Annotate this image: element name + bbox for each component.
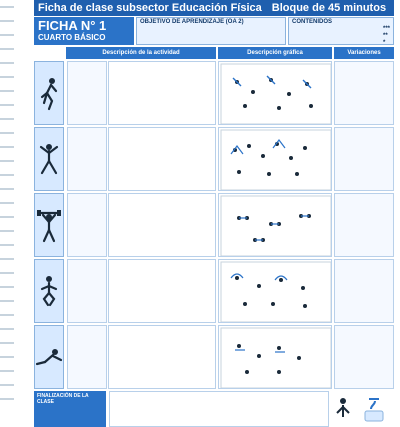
activity-left-info xyxy=(67,325,107,389)
column-header-variations: Variaciones xyxy=(334,47,394,59)
ficha-level: CUARTO BÁSICO xyxy=(38,33,106,42)
contents-legend xyxy=(292,26,390,45)
activity-description xyxy=(108,325,216,389)
worksheet-title-bar xyxy=(34,0,394,16)
ficha-header xyxy=(34,17,134,45)
activity-description xyxy=(108,193,216,257)
sit-reach-icon xyxy=(35,346,63,368)
contents-title: CONTENIDOS xyxy=(292,19,333,25)
activity-row-2 xyxy=(34,193,394,257)
finalization-description xyxy=(109,391,329,427)
objective-title: OBJETIVO DE APRENDIZAJE (OA 2) xyxy=(140,19,244,25)
weight-lift-icon xyxy=(36,207,62,243)
column-headers xyxy=(34,47,394,59)
activity-icon-cell xyxy=(34,325,64,389)
clap-icon xyxy=(337,398,349,417)
star-jump-icon xyxy=(36,141,62,177)
activity-icon-cell xyxy=(34,61,64,125)
activity-diagram xyxy=(219,194,332,257)
worksheet-page xyxy=(14,0,400,405)
activity-left-info xyxy=(67,61,107,125)
activity-icon-cell xyxy=(34,127,64,191)
title-right: Bloque de 45 minutos xyxy=(271,2,387,14)
activity-variations xyxy=(334,325,394,389)
finalization-row xyxy=(34,391,394,427)
legend-text-2 xyxy=(292,40,380,45)
activity-description xyxy=(108,61,216,125)
column-header-description: Descripción de la actividad xyxy=(66,47,216,59)
activity-diagram xyxy=(219,128,332,191)
ficha-number: FICHA N° 1 xyxy=(38,18,107,33)
finalization-title: FINALIZACIÓN DE LA CLASE xyxy=(34,391,106,427)
objective-box xyxy=(136,17,286,45)
runner-icon xyxy=(36,75,62,111)
activity-icon-cell xyxy=(34,259,64,323)
activity-variations xyxy=(334,127,394,191)
activity-description xyxy=(108,127,216,191)
finalization-icons-svg xyxy=(331,391,394,427)
activity-graphic xyxy=(218,193,332,257)
activity-diagram xyxy=(219,62,332,125)
activity-rows xyxy=(34,61,394,405)
activity-left-info xyxy=(67,127,107,191)
legend-text-1 xyxy=(292,33,380,39)
activity-left-info xyxy=(67,193,107,257)
activity-variations xyxy=(334,61,394,125)
activity-row-1 xyxy=(34,127,394,191)
title-left: Ficha de clase subsector Educación Física xyxy=(38,2,262,14)
binder-edge xyxy=(0,0,15,400)
activity-row-3 xyxy=(34,259,394,323)
contents-box xyxy=(288,17,394,45)
jumping-icon xyxy=(36,273,62,309)
activity-graphic xyxy=(218,325,332,389)
activity-graphic xyxy=(218,61,332,125)
activity-graphic xyxy=(218,127,332,191)
legend-text-0 xyxy=(292,26,380,32)
column-header-icon xyxy=(34,47,64,59)
activity-diagram xyxy=(219,260,332,323)
legend-stars-0: *** xyxy=(382,26,390,32)
activity-left-info xyxy=(67,259,107,323)
column-header-graphic: Descripción gráfica xyxy=(218,47,332,59)
legend-stars-2: * xyxy=(382,40,386,45)
activity-icon-cell xyxy=(34,193,64,257)
activity-variations xyxy=(334,193,394,257)
finalization-icons xyxy=(331,391,394,427)
activity-row-4 xyxy=(34,325,394,389)
activity-description xyxy=(108,259,216,323)
activity-diagram xyxy=(219,326,332,389)
activity-graphic xyxy=(218,259,332,323)
activity-row-0 xyxy=(34,61,394,125)
wash-hands-icon xyxy=(365,399,383,421)
activity-variations xyxy=(334,259,394,323)
legend-stars-1: ** xyxy=(382,33,388,39)
